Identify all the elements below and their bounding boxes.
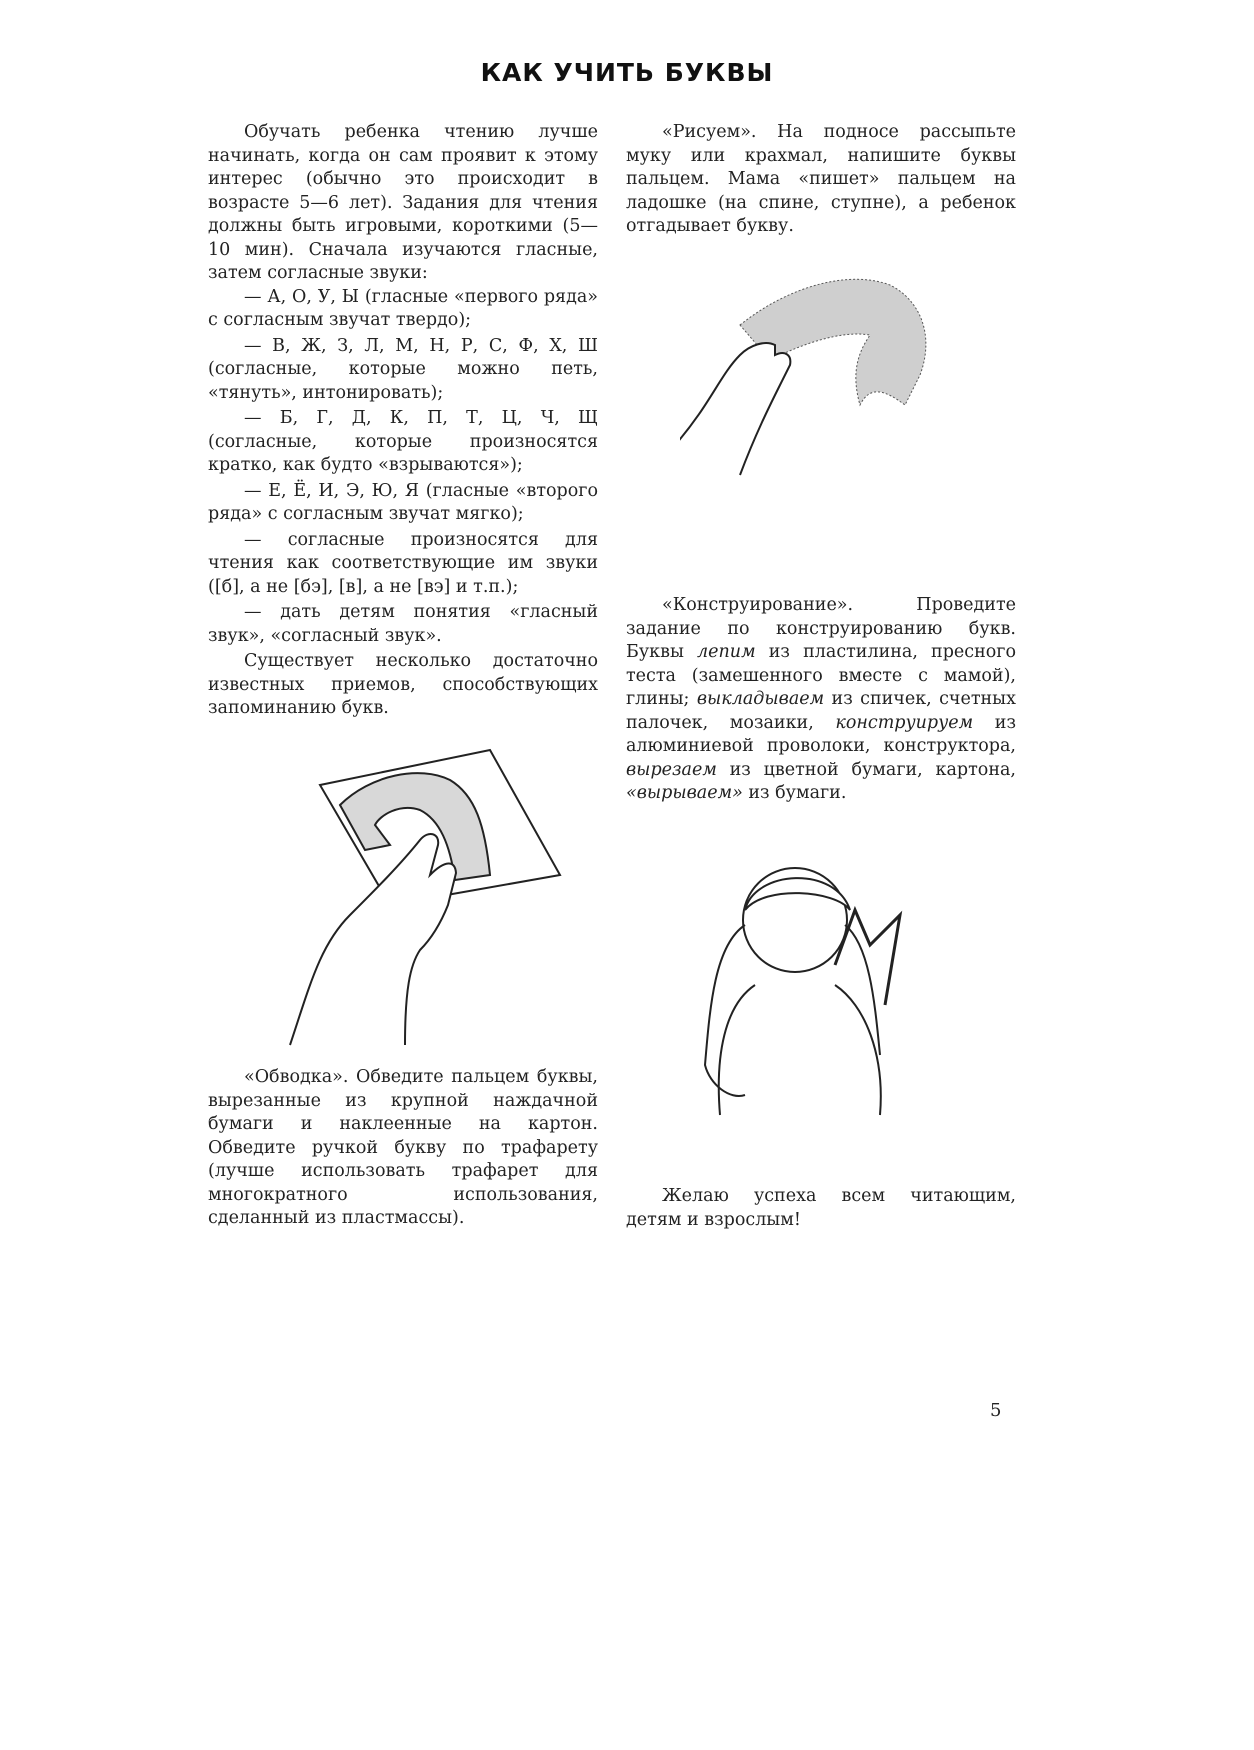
hand-shape: [680, 343, 790, 475]
right-column-text: [626, 121, 1016, 239]
list-item: — В, Ж, З, Л, М, Н, Р, С, Ф, Х, Ш (согласные, которые можно петь, «тянуть», интонировать);: [208, 335, 598, 403]
list-item: — согласные произносятся для чтения как соответствующие им звуки ([б], а не [бэ], [в], а не [вэ] и т.п.);: [208, 529, 598, 597]
construct-text: из бумаги.: [742, 783, 847, 803]
left-column-bottom: [208, 1066, 598, 1231]
construct-text: из цветной бумаги, картона,: [716, 759, 1016, 780]
sounds-list: [208, 286, 598, 649]
wish-paragraph: Желаю успеха всем читающим, детям и взрослым!: [626, 1186, 1016, 1230]
construct-text: из алюминиевой проволоки, конструктора,: [626, 712, 1016, 756]
page-title: КАК УЧИТЬ БУКВЫ: [480, 58, 774, 87]
construct-emphasis: «вырываем»: [626, 783, 743, 803]
construct-text: из спичек, счетных палочек, мозаики,: [626, 689, 1016, 733]
tracing-illustration: [280, 745, 570, 1055]
sand-drawing-illustration: [680, 265, 970, 515]
tracing-paragraph: «Обводка». Обведите пальцем буквы, вырезанные из крупной наждачной бумаги и наклеенные на картон. Обведите ручкой букву по трафарету (лучше использовать трафарет для многократного использования, сделанный из пластмассы).: [208, 1067, 598, 1228]
right-column-construct: [626, 594, 1016, 806]
list-item: — Б, Г, Д, К, П, Т, Ц, Ч, Щ (согласные, которые произносятся кратко, как будто «взрываются»);: [208, 408, 598, 475]
construct-emphasis: лепим: [697, 642, 756, 662]
right-column-closing: [626, 1185, 1016, 1232]
construct-text: «Конструирование». Проведите задание по конструированию букв. Буквы: [626, 595, 1016, 662]
construct-emphasis: выкладываем: [696, 689, 825, 709]
page-number: 5: [990, 1400, 1002, 1421]
left-column-text: [208, 121, 598, 721]
construct-paragraph: [626, 594, 1016, 806]
list-item: — дать детям понятия «гласный звук», «согласный звук».: [208, 602, 598, 646]
drawing-paragraph: «Рисуем». На подносе рассыпьте муку или крахмал, напишите буквы пальцем. Мама «пишет» пальцем на ладошке (на спине, ступне), а ребенок отгадывает букву.: [626, 122, 1016, 236]
construct-emphasis: вырезаем: [626, 759, 717, 780]
methods-paragraph: Существует несколько достаточно известных приемов, способствующих запоминанию букв.: [208, 651, 598, 718]
construct-text: из пластилина, пресного теста (замешенного вместе с мамой), глины;: [626, 642, 1016, 709]
list-item: — Е, Ё, И, Э, Ю, Я (гласные «второго ряда» с согласным звучат мягко);: [208, 480, 598, 524]
list-item: — А, О, У, Ы (гласные «первого ряда» с согласным звучат твердо);: [208, 286, 598, 330]
girl-illustration: [685, 855, 955, 1125]
intro-paragraph: Обучать ребенка чтению лучше начинать, когда он сам проявит к этому интерес (обычно это происходит в возрасте 5—6 лет). Задания для чтения должны быть игровыми, короткими (5—10 мин). Сначала изучаются гласные, затем согласные звуки:: [208, 122, 598, 283]
construct-emphasis: конструируем: [835, 712, 974, 733]
